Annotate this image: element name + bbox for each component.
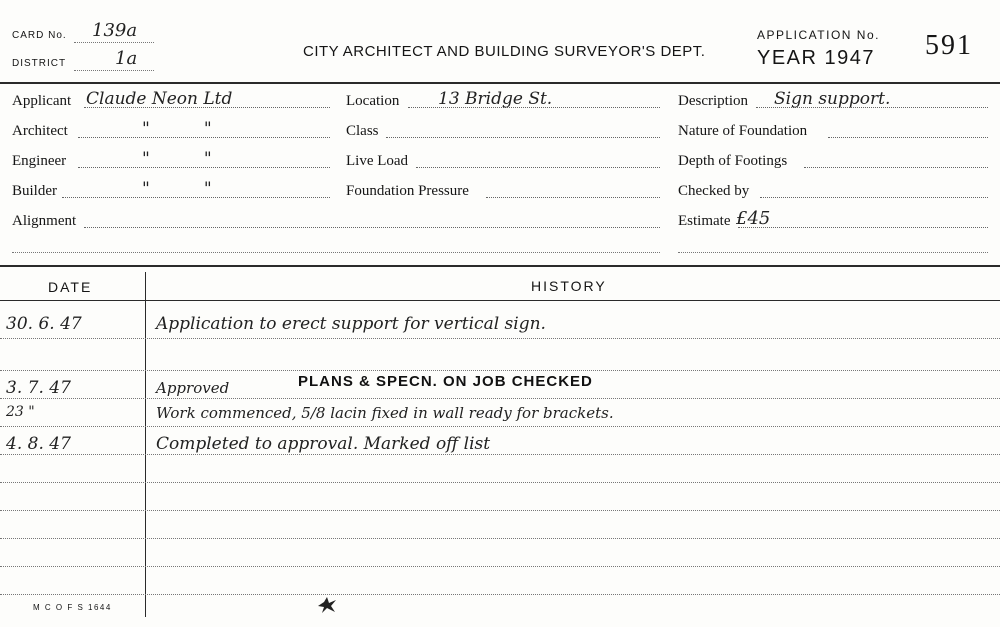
ruled-line (0, 398, 1000, 399)
architect-value: " " (142, 119, 212, 139)
alignment-field (12, 210, 660, 232)
history-row-date: 4. 8. 47 (6, 434, 71, 454)
description-label: Description (678, 93, 748, 109)
engineer-label: Engineer (12, 153, 67, 169)
district-label: DISTRICT (12, 58, 67, 69)
ruled-line (0, 370, 1000, 371)
description-field (678, 90, 988, 112)
estimate-label: Estimate (678, 213, 731, 229)
location-label: Location (346, 93, 400, 109)
ruled-line (0, 426, 1000, 427)
approval-stamp: PLANS & SPECN. ON JOB CHECKED (298, 373, 593, 390)
ruled-line (0, 510, 1000, 511)
ruled-line (0, 594, 1000, 595)
architect-field (12, 120, 330, 142)
history-row-date: 3. 7. 47 (6, 378, 71, 398)
district-line (74, 70, 154, 71)
ruled-line (0, 538, 1000, 539)
nature-of-foundation-label: Nature of Foundation (678, 123, 808, 139)
table-top-rule (0, 265, 1000, 267)
estimate-extra-line (678, 252, 988, 253)
engineer-field (12, 150, 330, 172)
ruled-line (0, 482, 1000, 483)
checked-by-label: Checked by (678, 183, 750, 199)
history-header: HISTORY (531, 278, 607, 294)
card-no-value: 139a (92, 20, 138, 41)
application-number: 591 (925, 30, 973, 61)
class-label: Class (346, 123, 379, 139)
depth-of-footings-label: Depth of Footings (678, 153, 788, 169)
estimate-field (678, 210, 988, 232)
district-value: 1a (115, 48, 138, 69)
checked-by-field (678, 180, 988, 202)
live-load-label: Live Load (346, 153, 409, 169)
foundation-pressure-label: Foundation Pressure (346, 183, 469, 199)
application-no-label: APPLICATION No. (757, 28, 880, 42)
department-title: CITY ARCHITECT AND BUILDING SURVEYOR'S DEPT. (303, 43, 706, 60)
form-code: M C O F S 1644 (33, 603, 112, 612)
history-row-text: Work commenced, 5/8 lacin fixed in wall ready for brackets. (156, 404, 614, 422)
ruled-line (0, 454, 1000, 455)
nature-of-foundation-field (678, 120, 988, 142)
applicant-value: Claude Neon Ltd (86, 89, 233, 109)
ruled-line (0, 338, 1000, 339)
location-value: 13 Bridge St. (438, 89, 553, 109)
card-no-label: CARD No. (12, 30, 67, 41)
table-header-rule (0, 300, 1000, 301)
history-row-text: Completed to approval. Marked off list (156, 434, 491, 454)
card-no-line (74, 42, 154, 43)
description-value: Sign support. (774, 89, 891, 109)
foundation-pressure-field (346, 180, 660, 202)
engineer-value: " " (142, 149, 212, 169)
date-header: DATE (48, 279, 93, 295)
applicant-label: Applicant (12, 93, 72, 109)
depth-of-footings-field (678, 150, 988, 172)
class-field (346, 120, 660, 142)
history-row-text: Approved (156, 379, 230, 397)
location-field (346, 90, 660, 112)
header-divider (0, 82, 1000, 84)
history-row-date: 30. 6. 47 (6, 314, 82, 334)
builder-label: Builder (12, 183, 57, 199)
ink-blot (316, 596, 338, 619)
estimate-value: £45 (736, 208, 771, 229)
alignment-label: Alignment (12, 213, 77, 229)
year-label: YEAR 1947 (757, 47, 876, 69)
builder-field (12, 180, 330, 202)
history-row-text: Application to erect support for vertical sign. (156, 314, 546, 334)
history-row-date: 23 " (6, 404, 35, 420)
applicant-field (12, 90, 330, 112)
builder-value: " " (142, 179, 212, 199)
ruled-line (0, 566, 1000, 567)
live-load-field (346, 150, 660, 172)
alignment-extra-line (12, 252, 660, 253)
architect-label: Architect (12, 123, 68, 139)
